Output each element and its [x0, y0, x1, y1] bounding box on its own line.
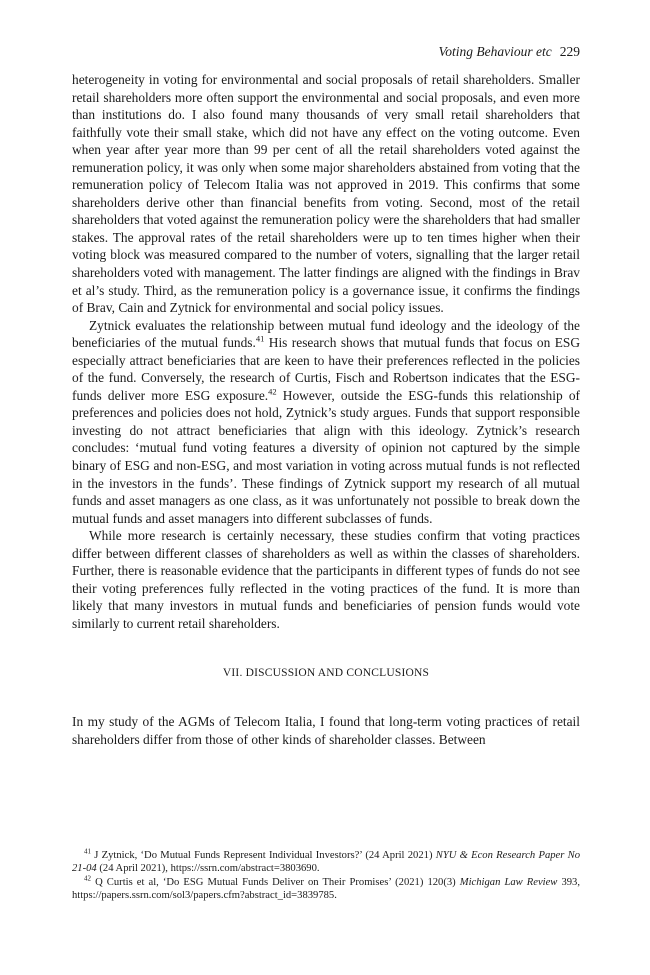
footnote-source: Michigan Law Review: [459, 876, 558, 888]
page-number: 229: [559, 44, 580, 59]
footnote: [72, 849, 580, 876]
footnote-number: 41: [84, 847, 91, 856]
paragraph-text: However, outside the ESG-funds this relationship of preferences and policies does not hold, Zytnick’s study argues. Funds that support responsible investing do not attract beneficiaries that align with this ideology. Zytnick’s research concludes: ‘mutual fund voting features a diversity of opinion not captured by the simple binary of ESG and non-ESG, and most variation in voting across mutual funds is not reflected in the investors in the funds’. These findings of Zytnick support my research of all mutual funds and asset managers as one class, as it was unfortunately not possible to break down the mutual funds and asset managers into different subclasses of funds.: [72, 387, 580, 526]
footnote-ref-41[interactable]: 41: [255, 333, 265, 344]
footnote-number: 42: [84, 874, 91, 883]
body-paragraph: [72, 317, 580, 528]
body-paragraph: heterogeneity in voting for environmental and social proposals of retail shareholders. Smaller retail shareholders more often support the environmental and social proposals, and even more than institutions do. I also found many thousands of very small retail shareholders that faithfully vote their small stake, which did not have any effect on the voting outcome. Even when year after year more than 99 per cent of all the retail shareholders voted against the remuneration policy, it was only when some major shareholders abstained from voting that the remuneration policy of Telecom Italia was not approved in 2019. This confirms that some shareholders derive other than financial benefits from voting. Second, most of the retail shareholders that voted against the remuneration policy were the shareholders that had smaller stakes. The approval rates of the retail shareholders were up to ten times higher when their voting block was measured compared to the number of voters, signalling that the larger retail shareholders voted with management. The latter findings are aligned with the findings in Brav et al’s study. Third, as the remuneration policy is a governance issue, it confirms the findings of Brav, Cain and Zytnick for environmental and social policy issues.: [72, 72, 580, 316]
paragraph-text: His research shows that mutual funds that focus on ESG especially attract beneficiaries that are keen to have their preferences reflected in the policies of the fund. Conversely, the research of Curtis, Fisch and Robertson indicates that the ESG-funds deliver more ESG exposure.: [72, 335, 580, 403]
paragraph-text: Zytnick evaluates the relationship between mutual fund ideology and the ideology of the beneficiaries of the mutual funds.: [72, 317, 580, 351]
running-title: Voting Behaviour etc: [438, 44, 552, 59]
body-paragraph: While more research is certainly necessary, these studies confirm that voting practices differ between different classes of shareholders as well as within the classes of shareholders. Further, there is reasonable evidence that the participants in different types of funds do not see their voting preferences fully reflected in the voting practices of the fund. It is more than likely that many investors in mutual funds and beneficiaries of pension funds would vote similarly to current retail shareholders.: [72, 528, 580, 631]
main-text: [72, 71, 580, 748]
footnote: [72, 876, 580, 903]
footnote-text: 393, https://papers.ssrn.com/sol3/papers.cfm?abstract_id=3839785.: [72, 876, 580, 902]
running-header: [72, 44, 580, 60]
section-heading: VII. DISCUSSION AND CONCLUSIONS: [222, 666, 430, 679]
footnote-text: J Zytnick, ‘Do Mutual Funds Represent Individual Investors?’ (24 April 2021): [91, 850, 436, 861]
footnote-text: (24 April 2021), https://ssrn.com/abstract=3803690.: [96, 863, 320, 875]
footnotes: [72, 849, 580, 903]
footnote-ref-42[interactable]: 42: [268, 386, 277, 397]
footnote-source: NYU & Econ Research Paper No 21-04: [72, 850, 580, 875]
body-paragraph: In my study of the AGMs of Telecom Italia, I found that long-term voting practices of retail shareholders differ from those of other kinds of shareholder classes. Between: [72, 714, 580, 747]
footnote-text: Q Curtis et al, ‘Do ESG Mutual Funds Deliver on Their Promises’ (2021) 120(3): [91, 876, 460, 888]
